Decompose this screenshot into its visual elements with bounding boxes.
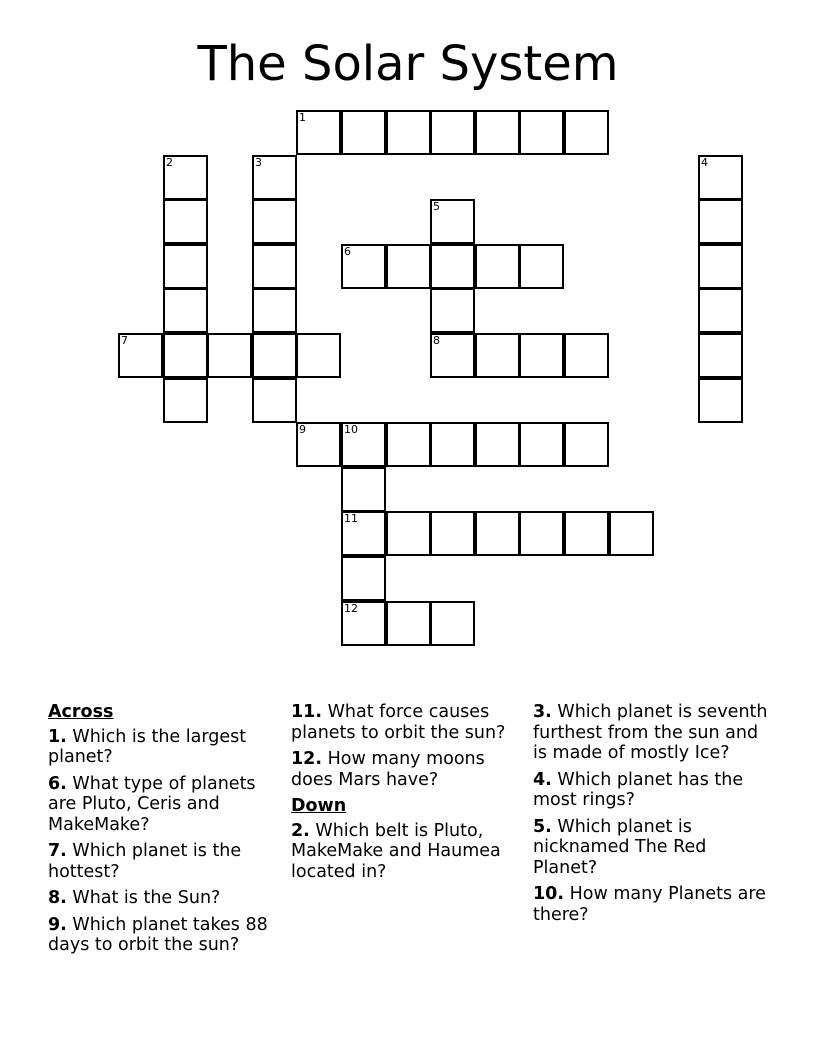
- cell-number: 4: [701, 156, 708, 169]
- grid-cell[interactable]: [564, 511, 609, 556]
- grid-cell[interactable]: [163, 199, 208, 244]
- grid-cell[interactable]: [341, 556, 386, 601]
- clue-down-4: [533, 770, 768, 811]
- grid-cell[interactable]: [386, 244, 431, 289]
- grid-cell[interactable]: [252, 155, 297, 200]
- grid-cell[interactable]: [430, 333, 475, 378]
- grid-cell[interactable]: [341, 467, 386, 512]
- down-heading: Down: [291, 796, 347, 816]
- grid-cell[interactable]: [118, 333, 163, 378]
- grid-cell[interactable]: [430, 288, 475, 333]
- clue-text: Which planet is seventh furthest from the sun and is made of mostly Ice?: [533, 702, 768, 763]
- clue-number: 11.: [291, 702, 323, 722]
- clue-text: Which is the largest planet?: [48, 726, 247, 767]
- grid-cell[interactable]: [475, 244, 520, 289]
- clue-down-5: [533, 817, 768, 879]
- grid-cell[interactable]: [386, 422, 431, 467]
- across-heading: Across: [48, 702, 114, 722]
- grid-cell[interactable]: [430, 244, 475, 289]
- grid-cell[interactable]: [252, 199, 297, 244]
- cell-number: 6: [344, 245, 351, 258]
- grid-cell[interactable]: [341, 110, 386, 155]
- grid-cell[interactable]: [386, 110, 431, 155]
- grid-cell[interactable]: [698, 378, 743, 423]
- clue-number: 12.: [291, 749, 323, 769]
- clue-across-8: [48, 888, 283, 909]
- grid-cell[interactable]: [698, 244, 743, 289]
- grid-cell[interactable]: [564, 333, 609, 378]
- clue-across-9: [48, 915, 283, 956]
- clue-number: 10.: [533, 884, 565, 904]
- clue-text: What is the Sun?: [66, 888, 221, 908]
- clue-number: 2.: [291, 820, 310, 841]
- grid-cell[interactable]: [519, 244, 564, 289]
- grid-cell[interactable]: [519, 511, 564, 556]
- grid-cell[interactable]: [386, 601, 431, 646]
- grid-cell[interactable]: [163, 333, 208, 378]
- clue-down-3: [533, 702, 768, 764]
- grid-cell[interactable]: [207, 333, 252, 378]
- cell-number: 11: [344, 512, 358, 525]
- grid-cell[interactable]: [564, 422, 609, 467]
- grid-cell[interactable]: [341, 511, 386, 556]
- grid-cell[interactable]: [430, 511, 475, 556]
- grid-cell[interactable]: [698, 199, 743, 244]
- clue-text: Which belt is Pluto, MakeMake and Haumea located in?: [291, 820, 501, 882]
- grid-cell[interactable]: [519, 333, 564, 378]
- grid-cell[interactable]: [519, 110, 564, 155]
- clue-column-3: [533, 702, 768, 931]
- grid-cell[interactable]: [252, 378, 297, 423]
- clue-across-11: [291, 702, 529, 743]
- grid-cell[interactable]: [475, 422, 520, 467]
- cell-number: 2: [166, 156, 173, 169]
- clue-number: 4.: [533, 769, 552, 790]
- clue-text: What force causes planets to orbit the sun?: [291, 702, 506, 743]
- cell-number: 3: [255, 156, 262, 169]
- clue-across-7: [48, 841, 283, 882]
- grid-cell[interactable]: [698, 288, 743, 333]
- clue-number: 5.: [533, 816, 552, 837]
- grid-cell[interactable]: [341, 244, 386, 289]
- cell-number: 12: [344, 602, 358, 615]
- grid-cell[interactable]: [252, 288, 297, 333]
- grid-cell[interactable]: [296, 110, 341, 155]
- clue-text: How many Planets are there?: [533, 884, 766, 925]
- clue-number: 9.: [48, 914, 67, 935]
- cell-number: 8: [433, 334, 440, 347]
- clue-text: Which planet has the most rings?: [533, 769, 744, 810]
- grid-cell[interactable]: [519, 422, 564, 467]
- clue-text: Which planet is the hottest?: [48, 841, 242, 882]
- grid-cell[interactable]: [609, 511, 654, 556]
- clue-number: 3.: [533, 702, 552, 722]
- grid-cell[interactable]: [475, 110, 520, 155]
- grid-cell[interactable]: [430, 601, 475, 646]
- cell-number: 5: [433, 200, 440, 213]
- grid-cell[interactable]: [163, 378, 208, 423]
- clue-text: Which planet takes 88 days to orbit the sun?: [48, 914, 268, 955]
- clue-down-2: [291, 821, 529, 883]
- grid-cell[interactable]: [430, 199, 475, 244]
- grid-cell[interactable]: [475, 511, 520, 556]
- grid-cell[interactable]: [341, 601, 386, 646]
- clue-text: What type of planets are Pluto, Ceris and MakeMake?: [48, 773, 256, 835]
- clue-text: Which planet is nicknamed The Red Planet?: [533, 816, 707, 878]
- grid-cell[interactable]: [698, 155, 743, 200]
- grid-cell[interactable]: [163, 155, 208, 200]
- clue-down-10: [533, 884, 768, 925]
- grid-cell[interactable]: [296, 422, 341, 467]
- puzzle-title: The Solar System: [197, 36, 619, 92]
- grid-cell[interactable]: [163, 244, 208, 289]
- grid-cell[interactable]: [430, 110, 475, 155]
- clue-number: 7.: [48, 841, 67, 861]
- grid-cell[interactable]: [564, 110, 609, 155]
- clue-number: 6.: [48, 773, 67, 794]
- cell-number: 1: [299, 111, 306, 124]
- clue-number: 1.: [48, 726, 67, 747]
- cell-number: 7: [121, 334, 128, 347]
- grid-cell[interactable]: [296, 333, 341, 378]
- clue-across-12: [291, 749, 529, 790]
- clue-number: 8.: [48, 888, 67, 908]
- grid-cell[interactable]: [252, 333, 297, 378]
- clue-column-2: [291, 702, 529, 888]
- grid-cell[interactable]: [475, 333, 520, 378]
- clue-column-1: [48, 702, 283, 962]
- grid-cell[interactable]: [341, 422, 386, 467]
- grid-cell[interactable]: [252, 244, 297, 289]
- clue-text: How many moons does Mars have?: [291, 749, 485, 790]
- grid-cell[interactable]: [386, 511, 431, 556]
- grid-cell[interactable]: [163, 288, 208, 333]
- grid-cell[interactable]: [430, 422, 475, 467]
- clue-across-1: [48, 727, 283, 768]
- cell-number: 9: [299, 423, 306, 436]
- grid-cell[interactable]: [698, 333, 743, 378]
- clue-across-6: [48, 774, 283, 836]
- cell-number: 10: [344, 423, 358, 436]
